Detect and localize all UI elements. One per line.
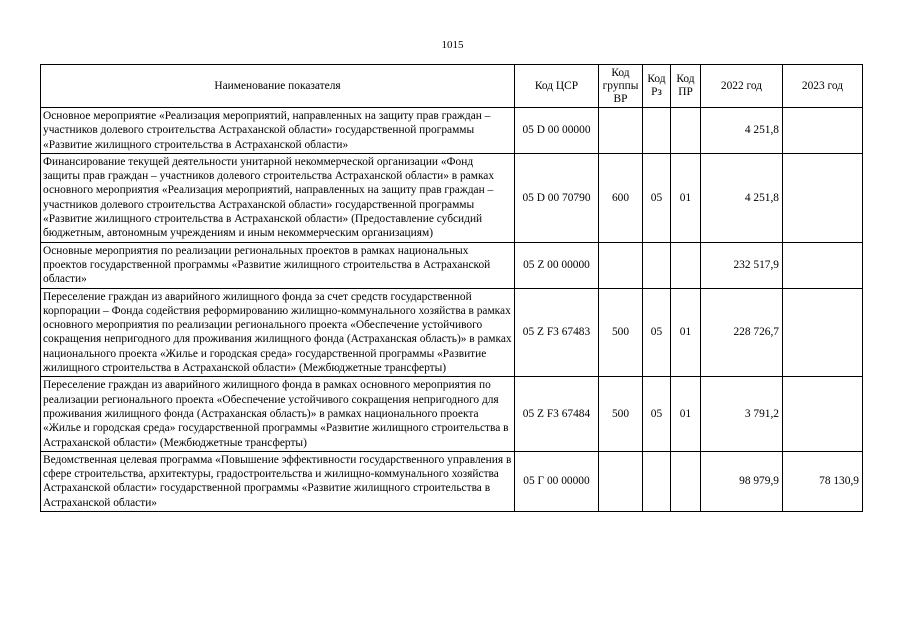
row-vr: 500: [599, 288, 643, 377]
header-rz: Код Рз: [643, 65, 671, 108]
row-pr: [671, 242, 701, 288]
row-2022: 4 251,8: [701, 108, 783, 154]
budget-table: [40, 64, 863, 512]
row-csr: 05 Z 00 00000: [515, 242, 599, 288]
row-pr: 01: [671, 153, 701, 242]
row-vr: [599, 451, 643, 511]
table-header-row: [41, 65, 863, 108]
row-csr: 05 Z F3 67483: [515, 288, 599, 377]
row-pr: [671, 451, 701, 511]
row-2022: 4 251,8: [701, 153, 783, 242]
header-name: Наименование показателя: [41, 65, 515, 108]
row-pr: 01: [671, 377, 701, 451]
table-row: [41, 288, 863, 377]
row-csr: 05 D 00 70790: [515, 153, 599, 242]
table-row: [41, 242, 863, 288]
row-name: Основные мероприятия по реализации региональных проектов в рамках национальных проектов государственной программы «Развитие жилищного строительства в Астраханской области»: [41, 242, 515, 288]
row-rz: [643, 242, 671, 288]
row-2023: 78 130,9: [783, 451, 863, 511]
row-2023: [783, 153, 863, 242]
table-row: [41, 451, 863, 511]
row-name: Переселение граждан из аварийного жилищного фонда за счет средств государственной корпорации – Фонда содействия реформированию жилищно-коммунального хозяйства в рамках основного мероприятия по реализации регионального проекта «Обеспечение устойчивого сокращения непригодного для проживания жилищного фонда (Астраханская область)» в рамках национального проекта «Жилье и городская среда» государственной программы «Развитие жилищного строительства в Астраханской области» (Межбюджетные трансферты): [41, 288, 515, 377]
header-vr: Код группы ВР: [599, 65, 643, 108]
row-rz: 05: [643, 377, 671, 451]
page-number: 1015: [441, 39, 464, 51]
row-2023: [783, 108, 863, 154]
row-rz: [643, 108, 671, 154]
row-2022: 228 726,7: [701, 288, 783, 377]
row-rz: 05: [643, 153, 671, 242]
row-2022: 98 979,9: [701, 451, 783, 511]
row-2023: [783, 242, 863, 288]
row-pr: [671, 108, 701, 154]
header-pr: Код ПР: [671, 65, 701, 108]
row-2023: [783, 288, 863, 377]
row-2022: 3 791,2: [701, 377, 783, 451]
row-csr: 05 Z F3 67484: [515, 377, 599, 451]
table-row: [41, 377, 863, 451]
row-name: Ведомственная целевая программа «Повышение эффективности государственного управления в сфере строительства, архитектуры, градостроительства и жилищно-коммунального хозяйства Астраханской области» государственной программы «Развитие жилищного строительства в Астраханской области»: [41, 451, 515, 511]
row-csr: 05 D 00 00000: [515, 108, 599, 154]
row-vr: [599, 242, 643, 288]
row-2023: [783, 377, 863, 451]
row-pr: 01: [671, 288, 701, 377]
row-vr: 500: [599, 377, 643, 451]
table-row: [41, 108, 863, 154]
row-vr: 600: [599, 153, 643, 242]
row-rz: [643, 451, 671, 511]
row-vr: [599, 108, 643, 154]
header-csr: Код ЦСР: [515, 65, 599, 108]
header-2023: 2023 год: [783, 65, 863, 108]
row-name: Основное мероприятие «Реализация мероприятий, направленных на защиту прав граждан – участников долевого строительства Астраханской области» государственной программы «Развитие жилищного строительства в Астраханской области»: [41, 108, 515, 154]
header-2022: 2022 год: [701, 65, 783, 108]
table-row: [41, 153, 863, 242]
row-rz: 05: [643, 288, 671, 377]
row-name: Финансирование текущей деятельности унитарной некоммерческой организации «Фонд защиты прав граждан – участников долевого строительства Астраханской области» в рамках основного мероприятия «Реализация мероприятий, направленных на защиту прав граждан – участников долевого строительства Астраханской области» государственной программы «Развитие жилищного строительства в Астраханской области» (Предоставление субсидий бюджетным, автономным учреждениям и иным некоммерческим организациям): [41, 153, 515, 242]
row-name: Переселение граждан из аварийного жилищного фонда в рамках основного мероприятия по реализации регионального проекта «Обеспечение устойчивого сокращения непригодного для проживания жилищного фонда (Астраханская область)» в рамках национального проекта «Жилье и городская среда» государственной программы «Развитие жилищного строительства в Астраханской области» (Межбюджетные трансферты): [41, 377, 515, 451]
row-2022: 232 517,9: [701, 242, 783, 288]
row-csr: 05 Г 00 00000: [515, 451, 599, 511]
